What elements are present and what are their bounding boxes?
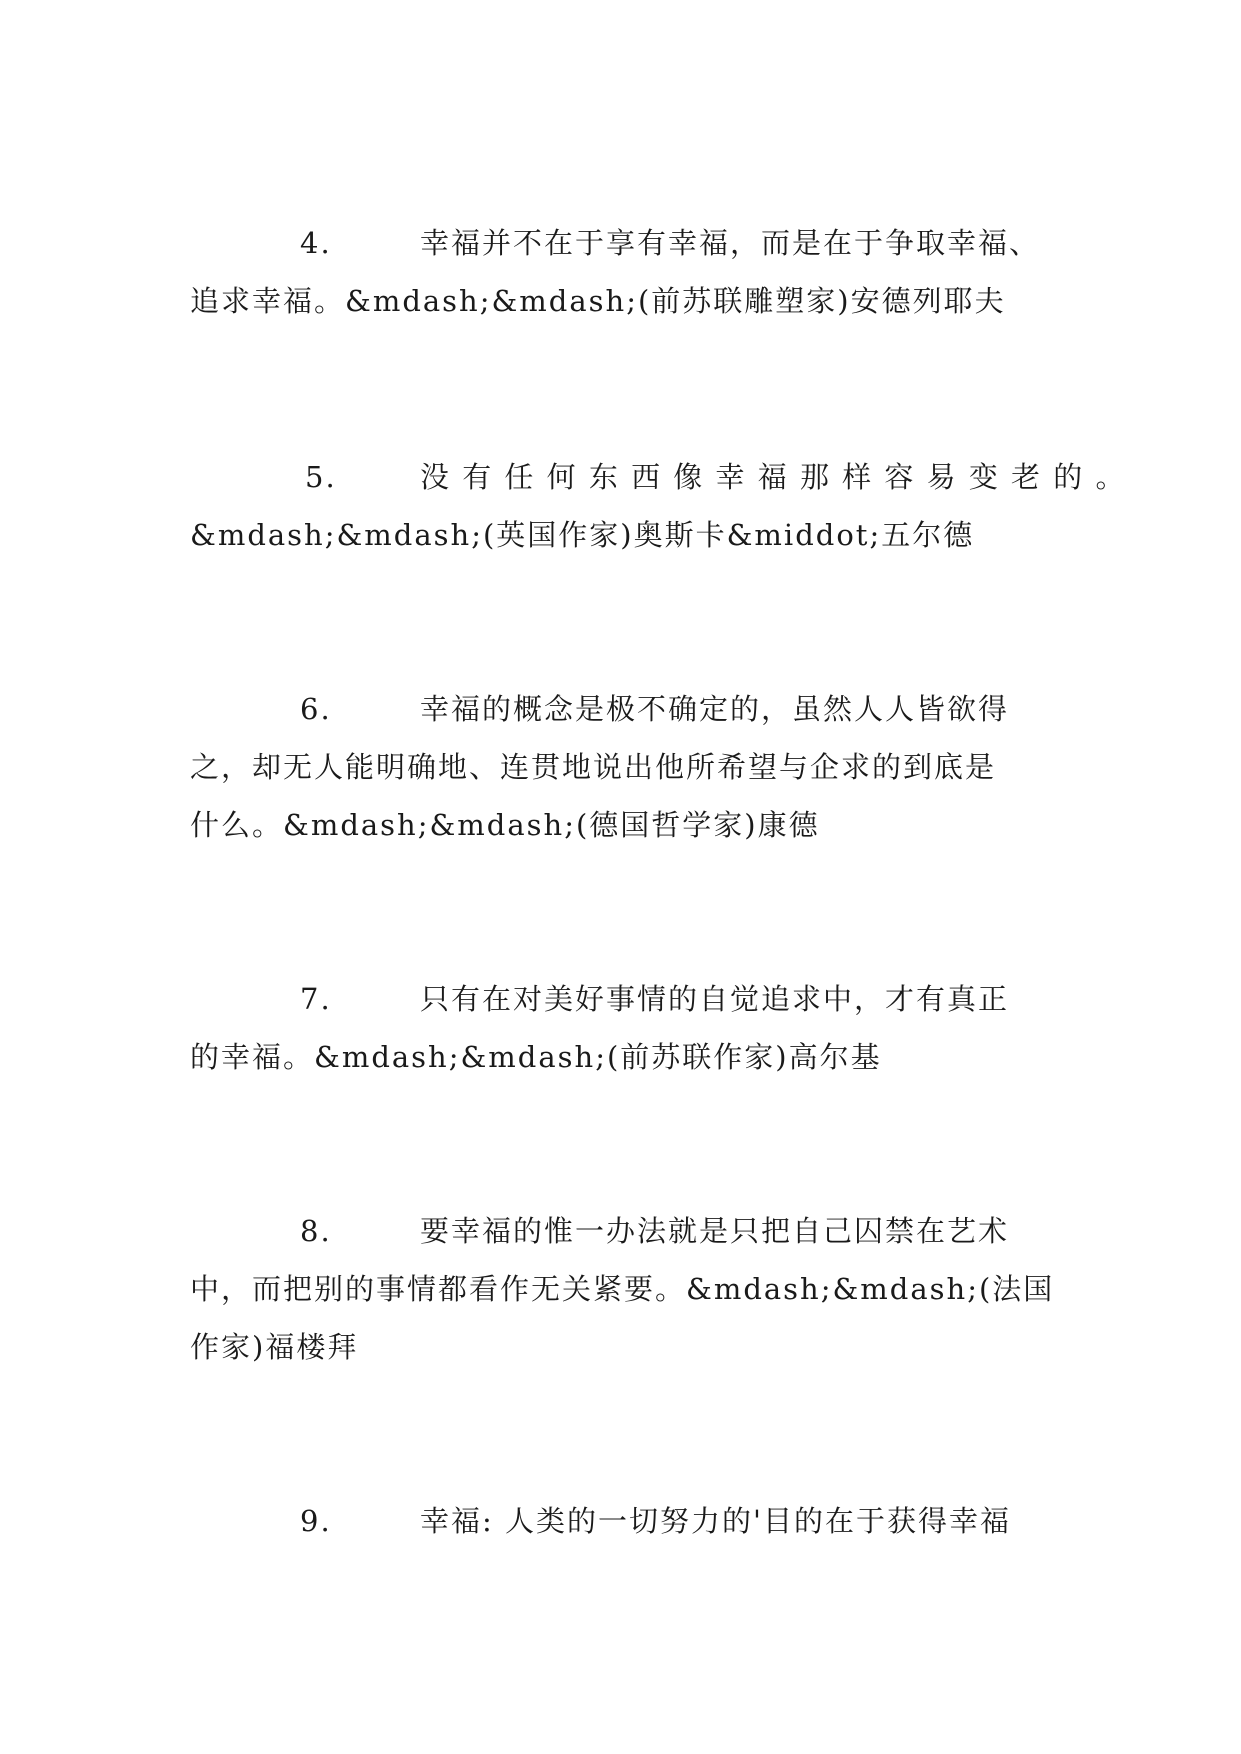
quote-line: &mdash;&mdash;(英国作家)奥斯卡&middot;五尔德 <box>190 518 975 552</box>
quote-text: 幸福并不在于享有幸福，而是在于争取幸福、 <box>420 226 1041 260</box>
quote-line <box>190 970 1050 1028</box>
quote-item-8 <box>190 1202 1055 1376</box>
quote-line <box>190 1492 1050 1550</box>
quote-number: 8. <box>300 1214 332 1248</box>
quote-number: 5. <box>305 460 337 494</box>
quote-line: 什么。&mdash;&mdash;(德国哲学家)康德 <box>190 808 820 842</box>
quote-text: 要幸福的惟一办法就是只把自己囚禁在艺术 <box>420 1214 1010 1248</box>
quote-line: 作家)福楼拜 <box>190 1330 359 1364</box>
quote-number: 6. <box>300 692 332 726</box>
quote-line: 之，却无人能明确地、连贯地说出他所希望与企求的到底是 <box>190 750 997 784</box>
quote-line: 追求幸福。&mdash;&mdash;(前苏联雕塑家)安德列耶夫 <box>190 284 1006 318</box>
quote-number: 9. <box>300 1504 332 1538</box>
quote-line: 的幸福。&mdash;&mdash;(前苏联作家)高尔基 <box>190 1040 882 1074</box>
quote-text: 只有在对美好事情的自觉追求中，才有真正 <box>420 982 1010 1016</box>
quote-line <box>190 214 1050 272</box>
quote-item-6 <box>190 680 1050 854</box>
quote-line <box>190 1202 1050 1260</box>
quote-text: 幸福的概念是极不确定的，虽然人人皆欲得 <box>420 692 1010 726</box>
quote-item-7 <box>190 970 1050 1086</box>
quote-item-9 <box>190 1492 1050 1550</box>
quote-number: 4. <box>300 226 332 260</box>
quote-item-5 <box>190 448 1127 564</box>
quote-line <box>190 448 1127 506</box>
quote-line: 中，而把别的事情都看作无关紧要。&mdash;&mdash;(法国 <box>190 1272 1055 1306</box>
quote-text: 幸福: 人类的一切努力的'目的在于获得幸福 <box>420 1504 1011 1538</box>
quote-number: 7. <box>300 982 332 1016</box>
quote-text: 没 有 任 何 东 西 像 幸 福 那 样 容 易 变 老 的 。 <box>420 460 1127 494</box>
quote-line <box>190 680 1050 738</box>
quote-item-4 <box>190 214 1050 330</box>
